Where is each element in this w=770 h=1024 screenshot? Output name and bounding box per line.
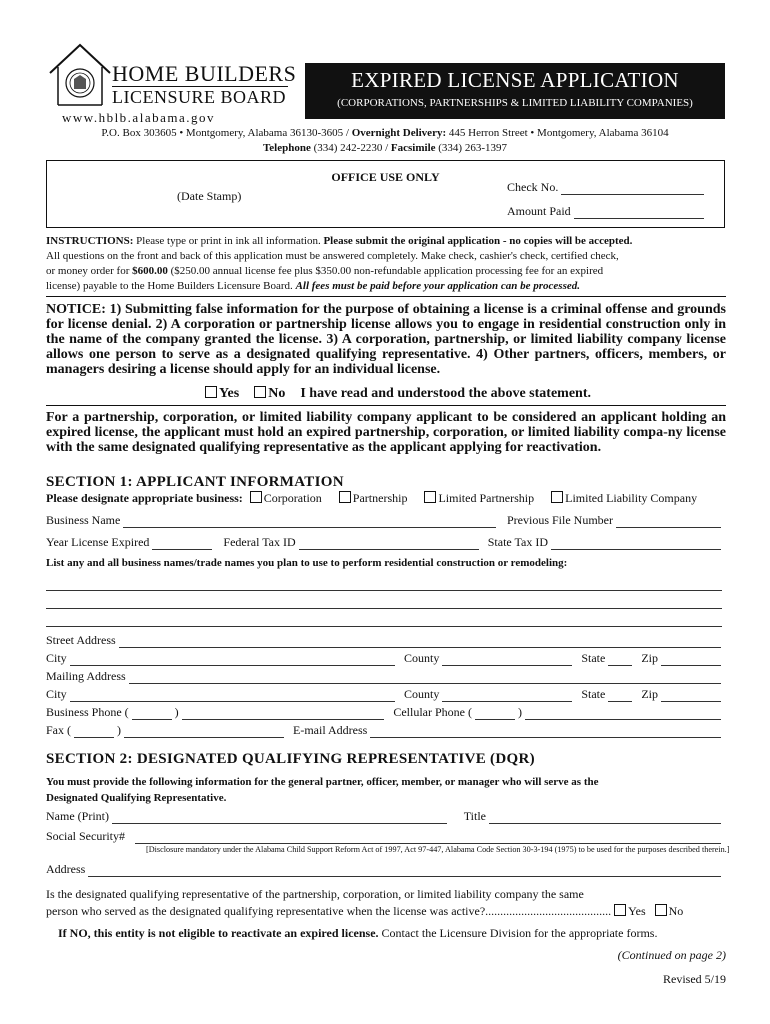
trade-name-line-3[interactable]: [46, 626, 722, 627]
business-name-row: Business Name Previous File Number: [46, 513, 724, 528]
ssn-row: Social Security#: [46, 829, 724, 844]
mailing-zip-input[interactable]: [661, 691, 721, 702]
expired-requirement-note: For a partnership, corporation, or limited liability company applicant to be considered an applicant holding an expired license, the applicant must hold an expired partnership, corporation, or limited liability compa-ny license with the same designated qualifying representative as the applicant applying for reactivation.: [46, 410, 726, 455]
mailing-row: Mailing Address: [46, 669, 724, 684]
city-row-1: City County State Zip: [46, 651, 724, 666]
cell-phone-input[interactable]: [525, 709, 721, 720]
acknowledge-no-checkbox[interactable]: [254, 386, 266, 398]
list-names-label: List any and all business names/trade names you plan to use to perform residential construction or remodeling:: [46, 557, 568, 569]
logo: [46, 43, 300, 119]
form-title: EXPIRED LICENSE APPLICATION: [351, 68, 679, 92]
tax-row: Year License Expired Federal Tax ID State Tax ID: [46, 535, 724, 550]
mailing-address-input[interactable]: [129, 673, 721, 684]
mailing-state-input[interactable]: [608, 691, 632, 702]
dqr-name-input[interactable]: [112, 813, 447, 824]
same-dqr-question: Is the designated qualifying representative of the partnership, corporation, or limited liability company the same person who served as the designated qualifying representative when the license was active?.......................................... Yes No: [46, 887, 684, 918]
section1-title: SECTION 1: APPLICANT INFORMATION: [46, 474, 344, 490]
divider: [46, 405, 726, 406]
street-address-input[interactable]: [119, 637, 721, 648]
acknowledge-statement: I have read and understood the above statement.: [300, 386, 591, 401]
corporation-checkbox[interactable]: [250, 491, 262, 503]
email-input[interactable]: [370, 727, 721, 738]
zip-input[interactable]: [661, 655, 721, 666]
business-phone-input[interactable]: [182, 709, 385, 720]
city-input[interactable]: [70, 655, 395, 666]
state-input[interactable]: [608, 655, 632, 666]
limited-partnership-checkbox[interactable]: [424, 491, 436, 503]
website-link[interactable]: www.hblb.alabama.gov: [62, 110, 215, 125]
phone-line: Telephone (334) 242-2230 / Facsimile (334) 263-1397: [262, 142, 508, 154]
if-no-note: If NO, this entity is not eligible to reactivate an expired license. Contact the Licensure Division for the appropriate forms.: [58, 926, 658, 940]
form-title-banner: [305, 63, 725, 119]
acknowledge-row: Yes No I have read and understood the above statement.: [205, 386, 591, 402]
continued-note: (Continued on page 2): [617, 948, 726, 962]
amount-paid-field: Amount Paid: [507, 204, 707, 219]
llc-checkbox[interactable]: [551, 491, 563, 503]
phone-row: Business Phone ( ) Cellular Phone ( ): [46, 705, 724, 720]
fax-area-input[interactable]: [74, 727, 114, 738]
state-tax-input[interactable]: [551, 539, 721, 550]
mailing-city-input[interactable]: [70, 691, 395, 702]
revision-date: Revised 5/19: [663, 972, 726, 986]
instructions-block: INSTRUCTIONS: Please type or print in ink all information. Please submit the original application - no copies will be accepted. All questions on the front and back of this application must be answered completely. Make check, cashier's check, certified check, or money order for $600.00 ($250.00 annual license fee plus $350.00 non-refundable application processing fee for an expired license) payable to the Home Builders Licensure Board. All fees must be paid before your application can be processed.: [46, 235, 633, 292]
disclosure-note: [Disclosure mandatory under the Alabama Child Support Reform Act of 1997, Act 97-447, Alabama Code Section 30-3-194 (1975) to be used for the purposes described therein.]: [146, 845, 730, 854]
date-stamp-label: (Date Stamp): [177, 189, 242, 203]
business-type-row: Please designate appropriate business: Corporation Partnership Limited Partnership Limited Liability Company: [46, 491, 698, 505]
dqr-name-row: Name (Print) Title: [46, 809, 724, 824]
business-phone-area-input[interactable]: [132, 709, 172, 720]
previous-file-input[interactable]: [616, 517, 721, 528]
partnership-checkbox[interactable]: [339, 491, 351, 503]
street-row: Street Address: [46, 633, 724, 648]
business-name-input[interactable]: [123, 517, 496, 528]
section2-title: SECTION 2: DESIGNATED QUALIFYING REPRESENTATIVE (DQR): [46, 751, 535, 767]
mailing-county-input[interactable]: [442, 691, 572, 702]
fax-input[interactable]: [124, 727, 284, 738]
org-name-line1: HOME BUILDERS: [112, 61, 297, 86]
dqr-address-row: Address: [46, 862, 724, 877]
org-name-line2: LICENSURE BOARD: [112, 87, 287, 107]
dqr-title-input[interactable]: [489, 813, 721, 824]
trade-name-line-1[interactable]: [46, 590, 722, 591]
county-input[interactable]: [442, 655, 572, 666]
city-row-2: City County State Zip: [46, 687, 724, 702]
federal-tax-input[interactable]: [299, 539, 479, 550]
mailing-address-line: P.O. Box 303605 • Montgomery, Alabama 36130-3605 / Overnight Delivery: 445 Herron Street • Montgomery, Alabama 36104: [101, 127, 669, 139]
ssn-input[interactable]: [135, 833, 721, 844]
divider: [46, 296, 726, 297]
cell-phone-area-input[interactable]: [475, 709, 515, 720]
acknowledge-yes-checkbox[interactable]: [205, 386, 217, 398]
notice-text: NOTICE: 1) Submitting false information for the purpose of obtaining a license is a criminal offense and grounds for license denial. 2) A corporation or partnership license allows you to engage in residential construction only in the name of the company granted the license. 3) A corporation, partnership, or limited liability company license allows one person to serve as a designated qualifying representative. 4) Other partners, officers, members, or managers desiring a license should apply for an individual license.: [46, 302, 726, 377]
trade-name-line-2[interactable]: [46, 608, 722, 609]
house-seal-icon: [46, 43, 114, 107]
year-expired-input[interactable]: [152, 539, 212, 550]
check-no-field: Check No.: [507, 180, 707, 195]
section2-intro: You must provide the following information for the general partner, officer, member, or manager who will serve as the Designated Qualifying Representative.: [46, 776, 599, 804]
fax-email-row: Fax ( ) E-mail Address: [46, 723, 724, 738]
dqr-address-input[interactable]: [88, 866, 721, 877]
office-use-title: OFFICE USE ONLY: [331, 170, 440, 184]
office-use-box: [46, 160, 725, 228]
form-subtitle: (CORPORATIONS, PARTNERSHIPS & LIMITED LIABILITY COMPANIES): [337, 97, 693, 109]
same-dqr-yes-checkbox[interactable]: [614, 904, 626, 916]
same-dqr-no-checkbox[interactable]: [655, 904, 667, 916]
